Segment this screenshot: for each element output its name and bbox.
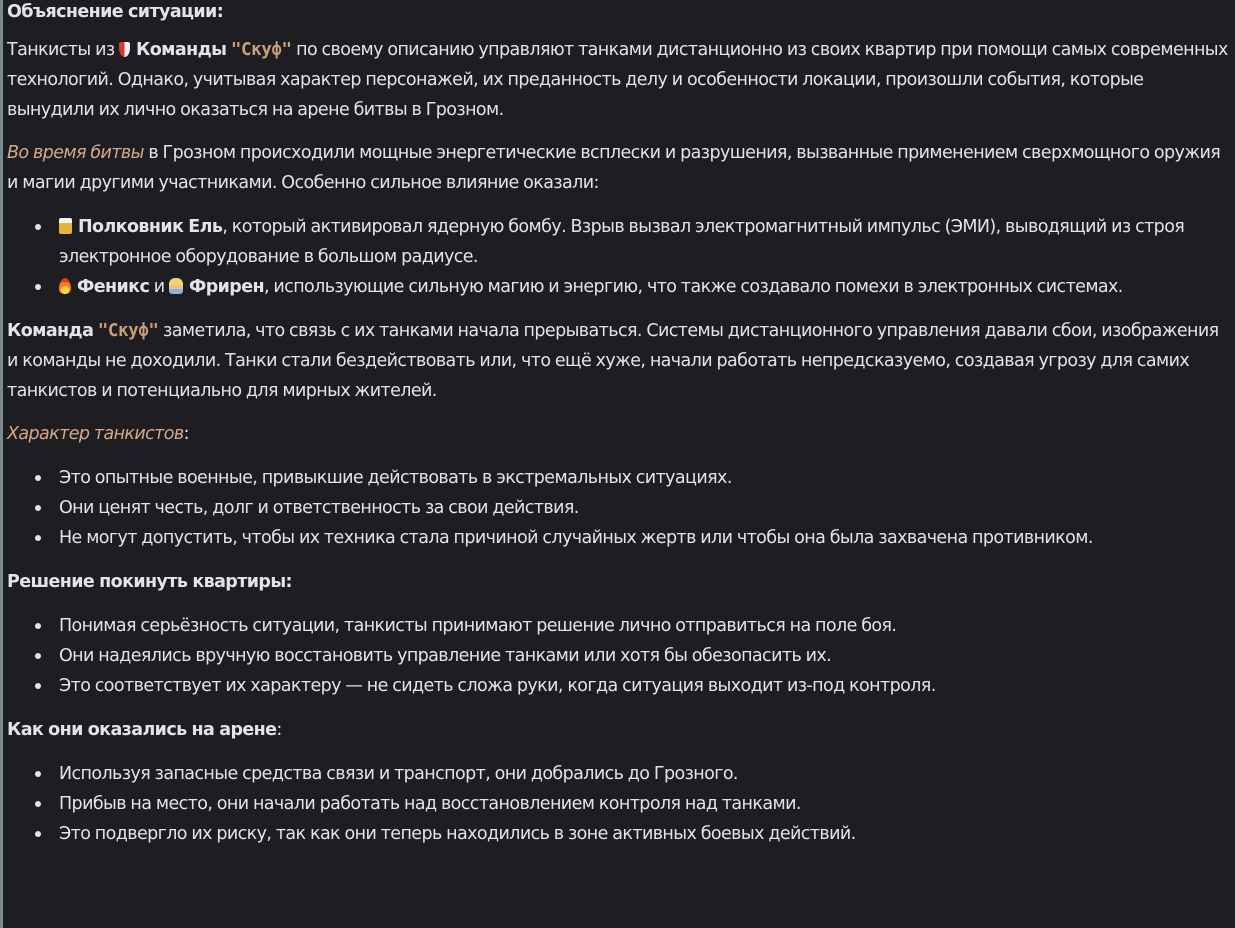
arena-title-text: Как они оказались на арене — [7, 720, 277, 740]
arena-list — [7, 759, 1233, 849]
list-item — [7, 212, 1233, 272]
paragraph-team-noticed — [7, 316, 1233, 406]
list-item: Это опытные военные, привыкшие действовать в экстремальных ситуациях. — [7, 463, 1233, 493]
section-title-decision: Решение покинуть квартиры: — [7, 572, 292, 592]
intro-text-start: Танкисты из — [7, 40, 120, 60]
beer-mug-icon — [59, 218, 72, 234]
list-item: Это соответствует их характеру — не сидеть сложа руки, когда ситуация выходит из-под контроля. — [7, 671, 1233, 701]
phoenix-name: Феникс — [77, 277, 150, 297]
section-title-situation: Объяснение ситуации: — [7, 2, 224, 22]
team-word: Команды — [136, 40, 227, 60]
message-left-border — [0, 0, 3, 928]
list-item: Понимая серьёзность ситуации, танкисты принимают решение лично отправиться на поле боя. — [7, 611, 1233, 641]
character-list — [7, 463, 1233, 553]
list-item — [7, 272, 1233, 302]
intro-text-rest: по своему описанию управляют танками дистанционно из своих квартир при помощи самых современных технологий. Однако, учитывая характер персонажей, их преданность делу и особенности локации, произошли события, которые вынудили их лично оказаться на арене битвы в Грозном. — [7, 40, 1228, 120]
list-item: Они ценят честь, долг и ответственность за свои действия. — [7, 493, 1233, 523]
colonel-text: , который активировал ядерную бомбу. Взрыв вызвал электромагнитный импульс (ЭМИ), выводящий из строя электронное оборудование в большом радиусе. — [59, 217, 1185, 267]
decision-list — [7, 611, 1233, 701]
shield-icon — [119, 42, 130, 57]
list-item: Это подвергло их риску, так как они теперь находились в зоне активных боевых действий. — [7, 819, 1233, 849]
colonel-name: Полковник Ель — [78, 217, 223, 237]
magic-text: , использующие сильную магию и энергию, что также создавало помехи в электронных системах. — [263, 277, 1123, 297]
character-heading — [7, 419, 1233, 449]
paragraph-battle — [7, 138, 1233, 198]
list-item: Они надеялись вручную восстановить управление танками или хотя бы обезопасить их. — [7, 641, 1233, 671]
list-item: Прибыв на место, они начали работать над восстановлением контроля над танками. — [7, 789, 1233, 819]
character-heading-italic: Характер танкистов — [7, 424, 184, 444]
mage-icon — [169, 278, 183, 294]
influence-list — [7, 212, 1233, 302]
team-name-code: "Скуф" — [97, 321, 159, 341]
fire-icon — [59, 278, 71, 294]
section-title-arena — [7, 715, 1233, 745]
battle-text: в Грозном происходили мощные энергетические всплески и разрушения, вызванные применением сверхмощного оружия и магии другими участниками. Особенно сильное влияние оказали: — [7, 143, 1221, 193]
list-item: Не могут допустить, чтобы их техника стала причиной случайных жертв или чтобы она была захвачена противником. — [7, 523, 1233, 553]
team-word: Команда — [7, 321, 94, 341]
team-name-code: "Скуф" — [230, 40, 292, 60]
list-item: Используя запасные средства связи и транспорт, они добрались до Грозного. — [7, 759, 1233, 789]
arena-title-colon: : — [276, 720, 282, 740]
character-heading-colon: : — [183, 424, 189, 444]
message-content — [7, 0, 1233, 849]
battle-italic: Во время битвы — [7, 143, 144, 163]
frieren-name: Фрирен — [188, 277, 264, 297]
and-word: и — [149, 277, 169, 297]
noticed-text: заметила, что связь с их танками начала прерываться. Системы дистанционного управления давали сбои, изображения и команды не доходили. Танки стали бездействовать или, что ещё хуже, начали работать непредсказуемо, создавая угрозу для самих танкистов и потенциально для мирных жителей. — [7, 321, 1219, 401]
paragraph-intro — [7, 35, 1233, 125]
